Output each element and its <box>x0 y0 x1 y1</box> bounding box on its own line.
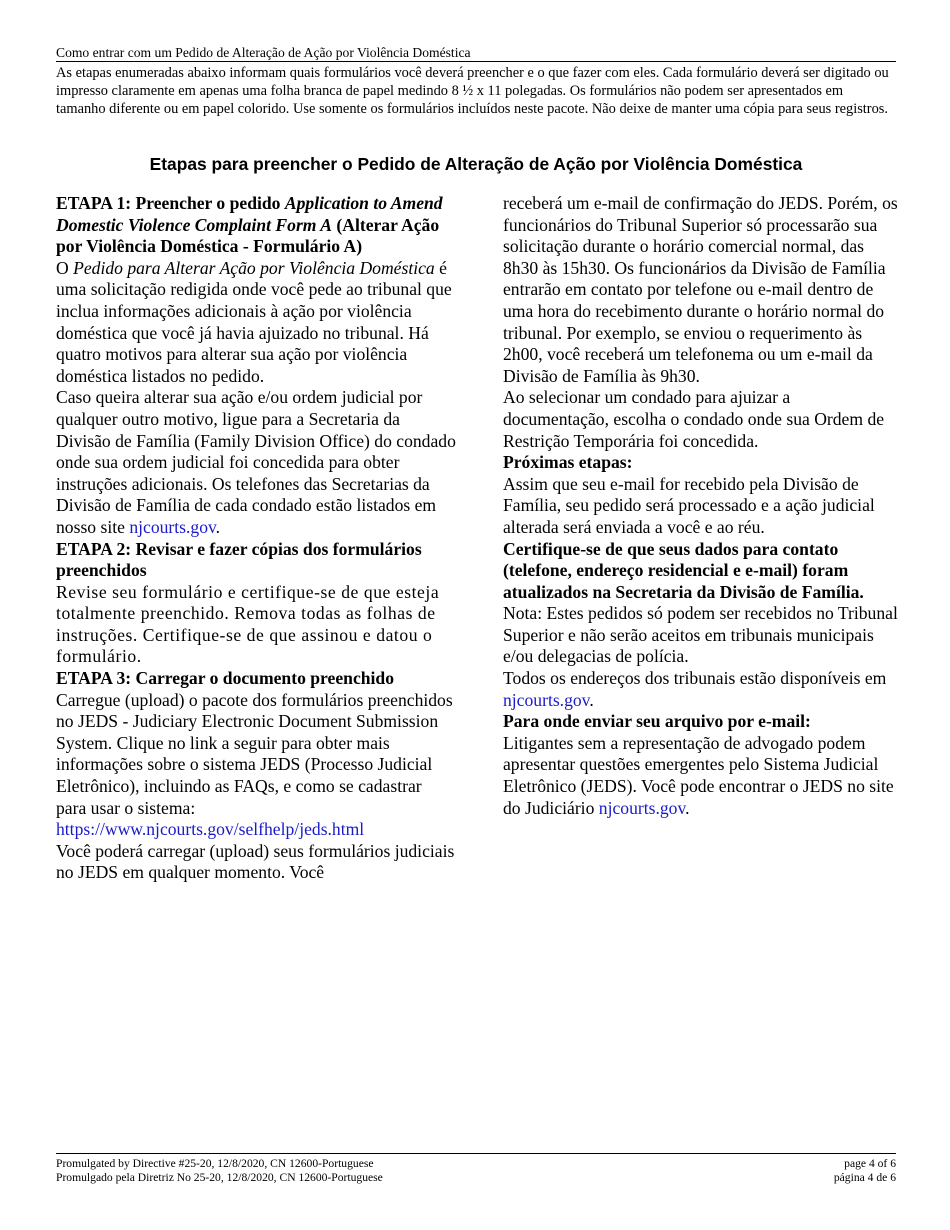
step1-p1-italic: Pedido para Alterar Ação por Violência Doméstica <box>73 257 435 278</box>
step1-heading-suffix: (Alterar Ação por Violência Doméstica - Formulário A) <box>56 214 440 257</box>
step1-heading <box>56 193 456 258</box>
email-body <box>503 733 898 819</box>
section-title: Etapas para preencher o Pedido de Alteração de Ação por Violência Doméstica <box>149 154 803 174</box>
addresses-end: . <box>589 689 594 710</box>
step1-p1-prefix: O <box>56 257 74 278</box>
footer-page-en: page 4 of 6 <box>844 1157 896 1170</box>
step1-p2-end: . <box>215 516 221 537</box>
left-column <box>56 193 456 884</box>
running-header: Como entrar com um Pedido de Alteração de Ação por Violência Doméstica <box>56 44 896 62</box>
step1-paragraph-1 <box>56 258 456 388</box>
addresses-paragraph <box>503 668 898 711</box>
jeds-help-link[interactable]: https://www.njcourts.gov/selfhelp/jeds.html <box>56 819 365 840</box>
step3-body <box>56 690 456 841</box>
step3-heading: ETAPA 3: Carregar o documento preenchido <box>56 668 395 689</box>
footer-directive-en: Promulgated by Directive #25-20, 12/8/2020, CN 12600-Portuguese <box>56 1157 374 1170</box>
njcourts-link[interactable]: njcourts.gov <box>129 516 216 537</box>
step1-paragraph-2 <box>56 387 456 538</box>
step3-body-text: Carregue (upload) o pacote dos formulários preenchidos no JEDS - Judiciary Electronic Document Submission System. Clique no link a seguir para obter mais informações sobre o sistema JEDS (Processo Judicial Eletrônico), incluindo as FAQs, e como se cadastrar para usar o sistema: <box>56 689 453 818</box>
addresses-text: Todos os endereços dos tribunais estão disponíveis em <box>503 668 887 689</box>
step3-paragraph-2: Você poderá carregar (upload) seus formulários judiciais no JEDS em qualquer momento. Você <box>56 840 455 883</box>
note-paragraph: Nota: Estes pedidos só podem ser recebidos no Tribunal Superior e não serão aceitos em tribunais municipais e/ou delegacias de polícia. <box>503 603 898 667</box>
njcourts-link[interactable]: njcourts.gov <box>598 797 686 818</box>
step2-body: Revise seu formulário e certifique-se de que esteja totalmente preenchido. Remova todas as folhas de instruções. Certifique-se de que assinou e datou o formulário. <box>56 581 440 667</box>
footer-row-portuguese <box>56 1171 896 1185</box>
right-column <box>503 193 898 819</box>
footer-page-pt: página 4 de 6 <box>833 1170 896 1184</box>
step2-heading: ETAPA 2: Revisar e fazer cópias dos formulários preenchidos <box>56 538 422 581</box>
next-steps-body: Assim que seu e-mail for recebido pela Divisão de Família, seu pedido será processado e a ação judicial alterada será enviada a você e ao réu. <box>503 473 875 537</box>
email-body-end: . <box>685 797 690 818</box>
next-steps-heading: Próximas etapas: <box>503 452 633 473</box>
county-paragraph: Ao selecionar um condado para ajuizar a documentação, escolha o condado onde sua Ordem de Restrição Temporária foi concedida. <box>503 387 885 451</box>
step1-heading-prefix: ETAPA 1: Preencher o pedido <box>56 193 285 213</box>
step1-heading-form-name: Application to Amend Domestic Violence Complaint Form A <box>56 193 443 235</box>
email-body-text: Litigantes sem a representação de advogado podem apresentar questões emergentes pelo Sistema Judicial Eletrônico (JEDS). Você pode encontrar o JEDS no site do Judiciário <box>503 732 894 818</box>
intro-paragraph: As etapas enumeradas abaixo informam quais formulários você deverá preencher e o que fazer com eles. Cada formulário deverá ser digitado ou impresso claramente em apenas uma folha branca de papel medindo 8 ½ x 11 polegadas. Os formulários não podem ser apresentados em tamanho diferente ou em papel colorido. Use somente os formulários incluídos neste pacote. Não deixe de manter uma cópia para seus registros. <box>56 65 889 118</box>
step1-p1-rest: é uma solicitação redigida onde você pede ao tribunal que inclua informações adicionais à ação por violência doméstica que você já havia ajuizado no tribunal. Há quatro motivos para alterar sua ação por violência doméstica listados no pedido. <box>56 257 452 386</box>
step1-p2-text: Caso queira alterar sua ação e/ou ordem judicial por qualquer outro motivo, ligue para a Secretaria da Divisão de Família (Family Division Office) do condado onde sua ordem judicial foi concedida para obter instruções adicionais. Os telefones das Secretarias da Divisão de Família de cada condado estão listados em nosso site <box>56 387 456 537</box>
njcourts-link[interactable]: njcourts.gov <box>503 689 590 710</box>
continuation-paragraph: receberá um e-mail de confirmação do JEDS. Porém, os funcionários do Tribunal Superior só processarão sua solicitação durante o horário comercial normal, das 8h30 às 15h30. Os funcionários da Divisão de Família entrarão em contato por telefone ou e-mail dentro de uma hora do recebimento durante o horário normal do tribunal. Por exemplo, se enviou o requerimento às 2h00, você receberá um telefonema ou um e-mail da Divisão de Família às 9h30. <box>503 193 898 386</box>
footer-row-english <box>56 1157 896 1171</box>
footer-directive-pt: Promulgado pela Diretriz No 25-20, 12/8/2020, CN 12600-Portuguese <box>56 1170 383 1184</box>
page-footer <box>56 1153 896 1184</box>
certify-contact-notice: Certifique-se de que seus dados para contato (telefone, endereço residencial e e-mail) foram atualizados na Secretaria da Divisão de Família. <box>503 538 864 602</box>
email-heading: Para onde enviar seu arquivo por e-mail: <box>503 711 811 732</box>
